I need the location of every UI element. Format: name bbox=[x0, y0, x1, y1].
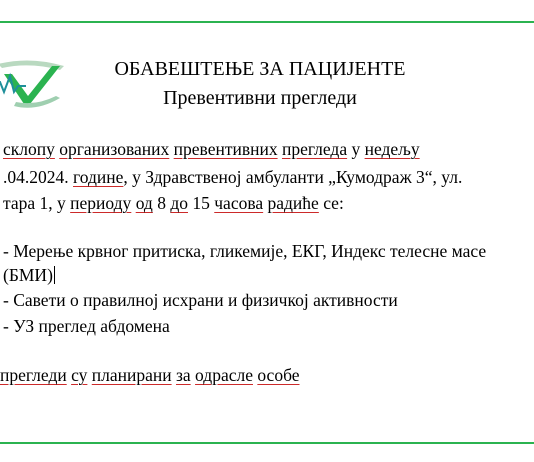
intro-line-2: .04.2024. године, у Здравственој амбуланти „Кумодраж 3“, ул. bbox=[3, 167, 463, 187]
bottom-border-line bbox=[0, 442, 534, 444]
intro-line-1: склопу организованих превентивних прегледа у недељу bbox=[3, 139, 420, 159]
footer-line: прегледи су планирани за одрасле особе bbox=[0, 365, 300, 385]
intro-line-3: тара 1, у периоду од 8 до 15 часова радиће се: bbox=[3, 193, 344, 213]
page-title: ОБАВЕШТЕЊЕ ЗА ПАЦИЈЕНТЕ bbox=[114, 58, 406, 80]
logo-icon bbox=[0, 52, 70, 114]
top-border-line bbox=[0, 21, 534, 23]
text-cursor bbox=[54, 266, 55, 284]
list-item-1-continued: (БМИ) bbox=[3, 265, 53, 285]
page-subtitle: Превентивни прегледи bbox=[163, 87, 357, 109]
list-item-1: - Мерење крвног притиска, гликемије, ЕКГ, Индекс телесне масе bbox=[3, 241, 487, 261]
list-item-2: - Савети о правилној исхрани и физичкој активности bbox=[3, 290, 398, 310]
list-item-3: - УЗ преглед абдомена bbox=[3, 316, 170, 336]
